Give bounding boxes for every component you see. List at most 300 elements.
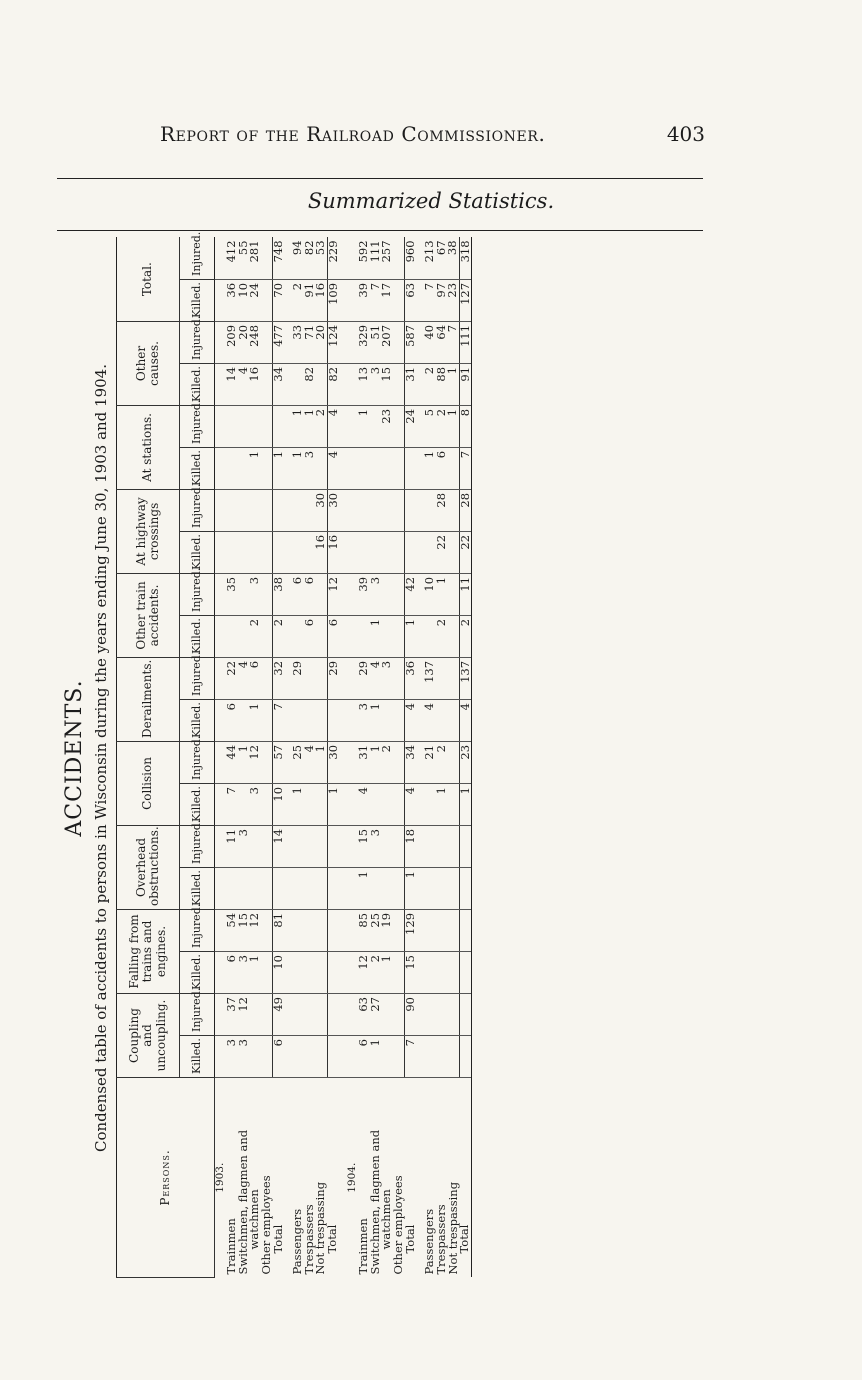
table-cell	[238, 531, 249, 573]
table-cell: 1	[447, 405, 459, 447]
table-row	[459, 237, 471, 1277]
table-cell: 12	[249, 909, 260, 951]
table-cell: 2	[436, 741, 447, 783]
table-cell	[315, 952, 327, 994]
table-cell	[315, 867, 327, 909]
table-cell: 7	[226, 783, 237, 825]
table-cell: 85	[358, 909, 369, 951]
accidents-table	[116, 231, 472, 1278]
table-cell	[292, 699, 303, 741]
table-cell	[339, 489, 347, 531]
table-cell	[381, 1036, 392, 1078]
table-cell: 1	[249, 952, 260, 994]
injured-header: Injured.	[180, 825, 215, 867]
table-cell: 2	[249, 615, 260, 657]
table-cell	[339, 867, 347, 909]
table-cell: 10	[273, 783, 285, 825]
table-cell	[339, 405, 347, 447]
table-cell	[261, 405, 273, 447]
group-header: At stations.	[117, 405, 180, 489]
table-cell: 6	[304, 573, 315, 615]
table-cell: 12	[327, 573, 339, 615]
table-cell: 477	[273, 321, 285, 363]
table-cell	[447, 909, 459, 951]
table-cell: 63	[358, 994, 369, 1036]
table-cell: 49	[273, 994, 285, 1036]
table-cell	[327, 909, 339, 951]
injured-header: Injured.	[180, 573, 215, 615]
running-title: Report of the Railroad Commissioner.	[160, 122, 546, 146]
injured-header: Injured.	[180, 909, 215, 951]
table-cell	[284, 909, 292, 951]
table-cell: 207	[381, 321, 392, 363]
table-cell: 15	[405, 952, 417, 994]
table-cell: 10	[273, 952, 285, 994]
table-cell: 1	[249, 699, 260, 741]
group-header: At highway crossings	[117, 489, 180, 573]
table-cell: 24	[405, 405, 417, 447]
table-cell: 6	[358, 1036, 369, 1078]
table-cell: 15	[358, 825, 369, 867]
table-cell: 54	[226, 909, 237, 951]
table-cell: 18	[405, 825, 417, 867]
table-caption: Condensed table of accidents to persons in Wisconsin during the years ending June 30, 1903 and 1904.	[92, 364, 110, 1152]
table-cell: 30	[315, 489, 327, 531]
table-cell	[292, 1036, 303, 1078]
table-cell	[339, 237, 347, 279]
killed-header: Killed.	[180, 447, 215, 489]
table-cell	[327, 994, 339, 1036]
row-label: Total	[402, 1224, 417, 1254]
table-cell: 4	[370, 657, 381, 699]
table-cell: 4	[327, 405, 339, 447]
table-cell: 1	[327, 783, 339, 825]
table-row	[370, 237, 381, 1277]
table-cell	[459, 1036, 471, 1078]
table-row	[226, 237, 237, 1277]
table-cell: 35	[226, 573, 237, 615]
table-cell: 29	[358, 657, 369, 699]
table-cell	[261, 867, 273, 909]
table-cell: 8	[459, 405, 471, 447]
subtitle-rule	[57, 230, 703, 231]
table-cell	[447, 994, 459, 1036]
table-cell	[304, 657, 315, 699]
injured-header: Injured.	[180, 237, 215, 279]
table-cell	[339, 825, 347, 867]
row-label: watchmen	[379, 1189, 394, 1250]
table-cell	[273, 531, 285, 573]
table-cell: 37	[226, 994, 237, 1036]
killed-header: Killed.	[180, 867, 215, 909]
table-cell	[436, 909, 447, 951]
table-cell: 82	[304, 237, 315, 279]
table-cell	[416, 1036, 424, 1078]
table-row	[292, 237, 303, 1277]
table-cell	[249, 531, 260, 573]
table-cell	[436, 657, 447, 699]
table-cell	[339, 994, 347, 1036]
table-cell: 22	[459, 531, 471, 573]
table-cell: 1	[424, 447, 435, 489]
table-cell	[424, 909, 435, 951]
table-cell: 97	[436, 279, 447, 321]
persons-header: Persons.	[117, 1078, 215, 1278]
table-cell: 13	[358, 363, 369, 405]
table-cell	[370, 531, 381, 573]
table-cell: 4	[238, 657, 249, 699]
table-cell: 2	[436, 615, 447, 657]
table-cell: 2	[424, 363, 435, 405]
table-cell: 6	[273, 1036, 285, 1078]
table-cell	[284, 531, 292, 573]
table-cell	[381, 447, 392, 489]
table-cell: 1	[381, 952, 392, 994]
table-cell	[215, 447, 227, 489]
table-cell: 3	[238, 825, 249, 867]
table-cell: 15	[381, 363, 392, 405]
table-cell	[339, 699, 347, 741]
table-cell	[459, 867, 471, 909]
table-cell	[381, 531, 392, 573]
killed-header: Killed.	[180, 363, 215, 405]
table-cell: 7	[273, 699, 285, 741]
table-cell	[424, 825, 435, 867]
table-cell: 7	[424, 279, 435, 321]
row-label: Passengers	[290, 1208, 305, 1275]
table-cell: 4	[459, 699, 471, 741]
table-cell: 90	[405, 994, 417, 1036]
table-cell	[416, 994, 424, 1036]
table-cell	[370, 489, 381, 531]
table-cell	[292, 531, 303, 573]
table-cell	[226, 867, 237, 909]
table-cell	[459, 994, 471, 1036]
table-cell: 3	[381, 657, 392, 699]
table-cell: 14	[273, 825, 285, 867]
table-cell	[339, 447, 347, 489]
table-cell: 16	[249, 363, 260, 405]
table-cell	[416, 783, 424, 825]
table-cell: 4	[358, 783, 369, 825]
table-cell	[347, 447, 358, 489]
table-cell	[327, 952, 339, 994]
row-label: Switchmen, flagmen and	[367, 1129, 382, 1275]
table-cell	[347, 489, 358, 531]
table-cell: 14	[226, 363, 237, 405]
table-cell: 1	[315, 741, 327, 783]
row-label: 1903.	[214, 1162, 226, 1193]
table-cell: 15	[238, 909, 249, 951]
table-cell: 4	[424, 699, 435, 741]
table-cell: 28	[459, 489, 471, 531]
table-row	[436, 237, 447, 1277]
table-cell: 4	[405, 783, 417, 825]
group-header: Overhead obstructions.	[117, 825, 180, 909]
table-cell	[249, 489, 260, 531]
table-cell	[339, 531, 347, 573]
table-row	[339, 237, 347, 1277]
table-cell	[249, 1036, 260, 1078]
table-cell	[424, 994, 435, 1036]
table-cell	[370, 783, 381, 825]
table-cell: 10	[424, 573, 435, 615]
table-cell: 30	[327, 741, 339, 783]
table-cell	[304, 994, 315, 1036]
table-cell	[304, 825, 315, 867]
table-cell: 38	[447, 237, 459, 279]
table-cell: 1	[304, 405, 315, 447]
table-cell: 39	[358, 573, 369, 615]
table-cell	[393, 531, 405, 573]
table-cell	[347, 615, 358, 657]
table-cell	[284, 825, 292, 867]
table-cell: 1	[370, 699, 381, 741]
table-cell: 57	[273, 741, 285, 783]
table-cell: 7	[447, 321, 459, 363]
table-cell	[416, 909, 424, 951]
table-cell: 109	[327, 279, 339, 321]
table-cell	[315, 909, 327, 951]
table-cell	[292, 952, 303, 994]
table-cell	[284, 994, 292, 1036]
killed-header: Killed.	[180, 783, 215, 825]
table-cell	[261, 489, 273, 531]
table-cell	[381, 783, 392, 825]
table-cell	[304, 952, 315, 994]
table-cell: 19	[381, 909, 392, 951]
table-cell: 412	[226, 237, 237, 279]
table-cell: 11	[226, 825, 237, 867]
table-cell: 3	[226, 1036, 237, 1078]
table-cell	[327, 1036, 339, 1078]
table-cell: 31	[358, 741, 369, 783]
table-cell	[315, 825, 327, 867]
table-cell: 6	[327, 615, 339, 657]
table-header	[117, 231, 215, 1277]
row-label: Not trespassing	[445, 1181, 460, 1275]
table-cell: 82	[327, 363, 339, 405]
table-cell: 64	[436, 321, 447, 363]
table-cell	[381, 615, 392, 657]
injured-header: Injured.	[180, 741, 215, 783]
table-cell	[339, 279, 347, 321]
group-header: Derailments.	[117, 657, 180, 741]
table-row	[381, 237, 392, 1277]
table-cell: 1	[249, 447, 260, 489]
injured-header: Injured.	[180, 321, 215, 363]
table-cell: 94	[292, 237, 303, 279]
table-cell: 1	[447, 363, 459, 405]
table-cell	[381, 825, 392, 867]
killed-header: Killed.	[180, 952, 215, 994]
table-cell: 31	[405, 363, 417, 405]
table-cell: 67	[436, 237, 447, 279]
table-cell: 1	[292, 783, 303, 825]
injured-header: Injured.	[180, 489, 215, 531]
table-cell	[358, 447, 369, 489]
table-cell	[226, 531, 237, 573]
table-cell: 12	[358, 952, 369, 994]
row-label: Other employees	[258, 1175, 273, 1275]
table-cell: 137	[424, 657, 435, 699]
table-cell: 63	[405, 279, 417, 321]
table-cell: 23	[459, 741, 471, 783]
table-cell: 4	[304, 741, 315, 783]
table-cell: 1	[370, 1036, 381, 1078]
row-label: watchmen	[247, 1189, 262, 1250]
table-row	[273, 237, 285, 1277]
table-cell	[304, 783, 315, 825]
table-cell	[447, 952, 459, 994]
table-cell	[381, 573, 392, 615]
table-cell: 7	[370, 279, 381, 321]
table-cell: 38	[273, 573, 285, 615]
table-row	[304, 237, 315, 1277]
table-cell	[447, 1036, 459, 1078]
table-cell: 2	[459, 615, 471, 657]
table-row	[249, 237, 260, 1277]
group-header: Collision	[117, 741, 180, 825]
table-cell	[327, 867, 339, 909]
table-cell	[284, 952, 292, 994]
group-header: Other causes.	[117, 321, 180, 405]
table-cell: 6	[249, 657, 260, 699]
table-cell: 28	[436, 489, 447, 531]
table-cell: 22	[436, 531, 447, 573]
table-cell: 44	[226, 741, 237, 783]
row-label: Passengers	[422, 1208, 437, 1275]
table-cell: 10	[238, 279, 249, 321]
table-cell	[339, 1036, 347, 1078]
table-cell: 11	[459, 573, 471, 615]
table-cell	[226, 405, 237, 447]
section-subtitle: Summarized Statistics.	[307, 189, 555, 213]
table-cell: 42	[405, 573, 417, 615]
table-cell	[238, 489, 249, 531]
table-cell: 318	[459, 237, 471, 279]
table-cell: 1	[273, 447, 285, 489]
table-cell	[261, 531, 273, 573]
table-cell: 1	[238, 741, 249, 783]
killed-header: Killed.	[180, 699, 215, 741]
table-cell: 53	[315, 237, 327, 279]
table-cell	[249, 867, 260, 909]
row-label: Trainmen	[224, 1218, 239, 1275]
table-cell: 4	[327, 447, 339, 489]
table-cell: 1	[405, 867, 417, 909]
table-cell	[339, 909, 347, 951]
table-cell	[370, 867, 381, 909]
table-cell	[238, 405, 249, 447]
group-header: Coupling and uncoupling.	[117, 994, 180, 1078]
table-cell: 6	[226, 952, 237, 994]
table-cell: 4	[238, 363, 249, 405]
table-row	[327, 237, 339, 1277]
table-cell	[358, 531, 369, 573]
table-cell: 21	[424, 741, 435, 783]
table-cell: 6	[292, 573, 303, 615]
table-cell: 111	[370, 237, 381, 279]
table-cell	[358, 489, 369, 531]
table-cell: 55	[238, 237, 249, 279]
table-cell: 12	[249, 741, 260, 783]
table-cell	[381, 699, 392, 741]
table-cell	[339, 321, 347, 363]
table-cell: 3	[304, 447, 315, 489]
table-cell: 40	[424, 321, 435, 363]
table-cell	[405, 489, 417, 531]
row-label: Total	[325, 1224, 340, 1254]
table-cell: 4	[405, 699, 417, 741]
table-cell	[284, 615, 292, 657]
group-header: Total.	[117, 237, 180, 321]
table-cell	[284, 489, 292, 531]
table-cell: 24	[249, 279, 260, 321]
table-cell: 7	[405, 1036, 417, 1078]
table-cell: 281	[249, 237, 260, 279]
table-cell	[273, 489, 285, 531]
table-cell	[215, 867, 227, 909]
table-cell	[424, 1036, 435, 1078]
table-cell	[284, 867, 292, 909]
table-cell	[339, 363, 347, 405]
table-cell	[304, 699, 315, 741]
table-cell: 22	[226, 657, 237, 699]
table-cell	[339, 741, 347, 783]
table-cell	[436, 825, 447, 867]
table-cell: 6	[304, 615, 315, 657]
table-cell	[347, 531, 358, 573]
row-label: Trespassers	[301, 1204, 316, 1275]
table-cell: 23	[381, 405, 392, 447]
table-cell: 39	[358, 279, 369, 321]
table-cell	[447, 867, 459, 909]
table-cell: 32	[273, 657, 285, 699]
table-cell: 960	[405, 237, 417, 279]
table-cell	[226, 447, 237, 489]
table-cell: 1	[292, 405, 303, 447]
table-cell	[424, 867, 435, 909]
table-cell	[215, 489, 227, 531]
row-label: Switchmen, flagmen and	[235, 1129, 250, 1275]
table-cell: 5	[424, 405, 435, 447]
header-rule	[57, 178, 703, 179]
table-cell	[416, 867, 424, 909]
accidents-table-block	[62, 231, 702, 1278]
table-row	[405, 237, 417, 1277]
table-cell: 2	[436, 405, 447, 447]
table-cell: 25	[370, 909, 381, 951]
table-cell	[215, 531, 227, 573]
table-cell	[327, 699, 339, 741]
row-label: Total	[459, 1078, 471, 1278]
table-cell: 748	[273, 237, 285, 279]
table-cell: 2	[315, 405, 327, 447]
table-cell: 30	[327, 489, 339, 531]
table-cell: 229	[327, 237, 339, 279]
table-cell: 1	[436, 573, 447, 615]
table-cell: 36	[226, 279, 237, 321]
group-header: Falling from trains and engines.	[117, 909, 180, 993]
table-cell: 51	[370, 321, 381, 363]
table-cell	[315, 994, 327, 1036]
table-cell: 16	[315, 279, 327, 321]
table-cell	[292, 909, 303, 951]
table-cell: 6	[436, 447, 447, 489]
table-cell	[339, 952, 347, 994]
killed-header: Killed.	[180, 1036, 215, 1078]
